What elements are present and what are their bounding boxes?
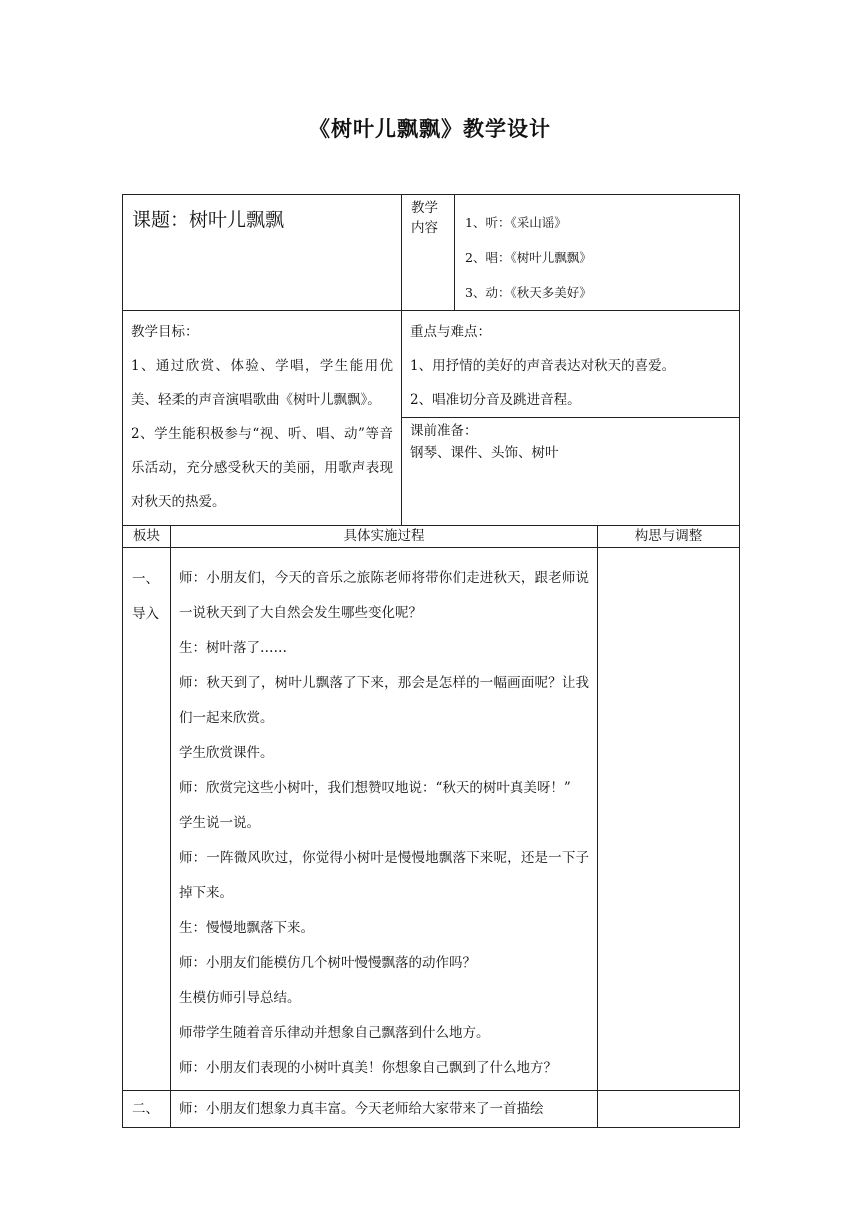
goals-cell [123, 311, 402, 526]
prep-text: 钢琴、课件、头饰、树叶 [410, 445, 559, 461]
goals-focus-row [123, 311, 740, 418]
section-process-cell [171, 548, 598, 1091]
section-process-cell [171, 1091, 598, 1128]
content-item: 1、听：《采山谣》 [465, 215, 567, 230]
section-label [123, 548, 170, 632]
goals-heading: 教学目标： [131, 324, 199, 340]
process-header-row [123, 526, 740, 548]
goal-item: 1、通过欣赏、体验、学唱，学生能用优美、轻柔的声音演唱歌曲《树叶儿飘飘》。 [131, 358, 394, 408]
lesson-plan-table [122, 194, 740, 1128]
goals-block [123, 311, 401, 519]
process-line: 师：欣赏完这些小树叶，我们想赞叹地说：“秋天的树叶真美呀！” [179, 780, 571, 796]
focus-heading: 重点与难点： [410, 324, 492, 340]
process-line: 生：树叶落了…… [179, 640, 287, 656]
section-row [123, 548, 740, 1091]
process-line: 生：慢慢地飘落下来。 [179, 920, 314, 936]
content-label-cell [402, 195, 455, 311]
column-header-section: 板块 [123, 526, 171, 548]
process-line: 师：小朋友们表现的小树叶真美！你想象自己飘到了什么地方？ [179, 1060, 557, 1076]
column-header-notes: 构思与调整 [598, 526, 740, 548]
section-label [123, 1091, 170, 1121]
process-line: 师带学生随着音乐律动并想象自己飘落到什么地方。 [179, 1025, 490, 1041]
focus-block [402, 311, 739, 417]
section-notes-cell [598, 1091, 740, 1128]
content-item: 2、唱：《树叶儿飘飘》 [465, 250, 592, 265]
focus-cell [402, 311, 740, 418]
section-name: 导入 [132, 606, 159, 622]
section-notes-cell [598, 548, 740, 1091]
section-label-cell [123, 1091, 171, 1128]
prep-heading: 课前准备： [410, 423, 478, 439]
process-line: 生模仿师引导总结。 [179, 990, 301, 1006]
focus-item: 2、唱准切分音及跳进音程。 [410, 392, 581, 408]
process-line: 师：小朋友们能模仿几个树叶慢慢飘落的动作吗？ [179, 955, 476, 971]
prep-cell [402, 418, 740, 526]
section-number: 一、 [132, 571, 159, 587]
section-row [123, 1091, 740, 1128]
focus-item: 1、用抒情的美好的声音表达对秋天的喜爱。 [410, 358, 676, 374]
document-title: 《树叶儿飘飘》教学设计 [309, 117, 551, 141]
process-line: 学生欣赏课件。 [179, 745, 274, 761]
process-line: 师：小朋友们，今天的音乐之旅陈老师将带你们走进秋天，跟老师说一说秋天到了大自然会发生哪些变化呢？ [179, 570, 590, 621]
header-row [123, 195, 740, 311]
goal-item: 2、学生能积极参与“视、听、唱、动”等音乐活动，充分感受秋天的美丽，用歌声表现对秋天的热爱。 [131, 426, 394, 510]
process-line: 师：一阵微风吹过，你觉得小树叶是慢慢地飘落下来呢，还是一下子掉下来。 [179, 850, 590, 901]
process-line: 师：小朋友们想象力真丰富。今天老师给大家带来了一首描绘 [179, 1101, 544, 1117]
content-list-cell [455, 195, 740, 311]
process-lines [171, 1091, 597, 1121]
subject-cell [123, 195, 402, 311]
process-lines [171, 548, 597, 1086]
content-list [455, 195, 739, 310]
section-label-cell [123, 548, 171, 1091]
subject-label: 课题：树叶儿飘飘 [132, 209, 285, 231]
process-line: 师：秋天到了，树叶儿飘落了下来，那会是怎样的一幅画面呢？让我们一起来欣赏。 [179, 675, 590, 726]
prep-block [402, 418, 739, 464]
content-label: 教学内容 [411, 200, 439, 236]
section-number: 二、 [132, 1101, 159, 1117]
column-header-process: 具体实施过程 [171, 526, 598, 548]
process-line: 学生说一说。 [179, 815, 260, 831]
content-item: 3、动：《秋天多美好》 [465, 285, 592, 300]
